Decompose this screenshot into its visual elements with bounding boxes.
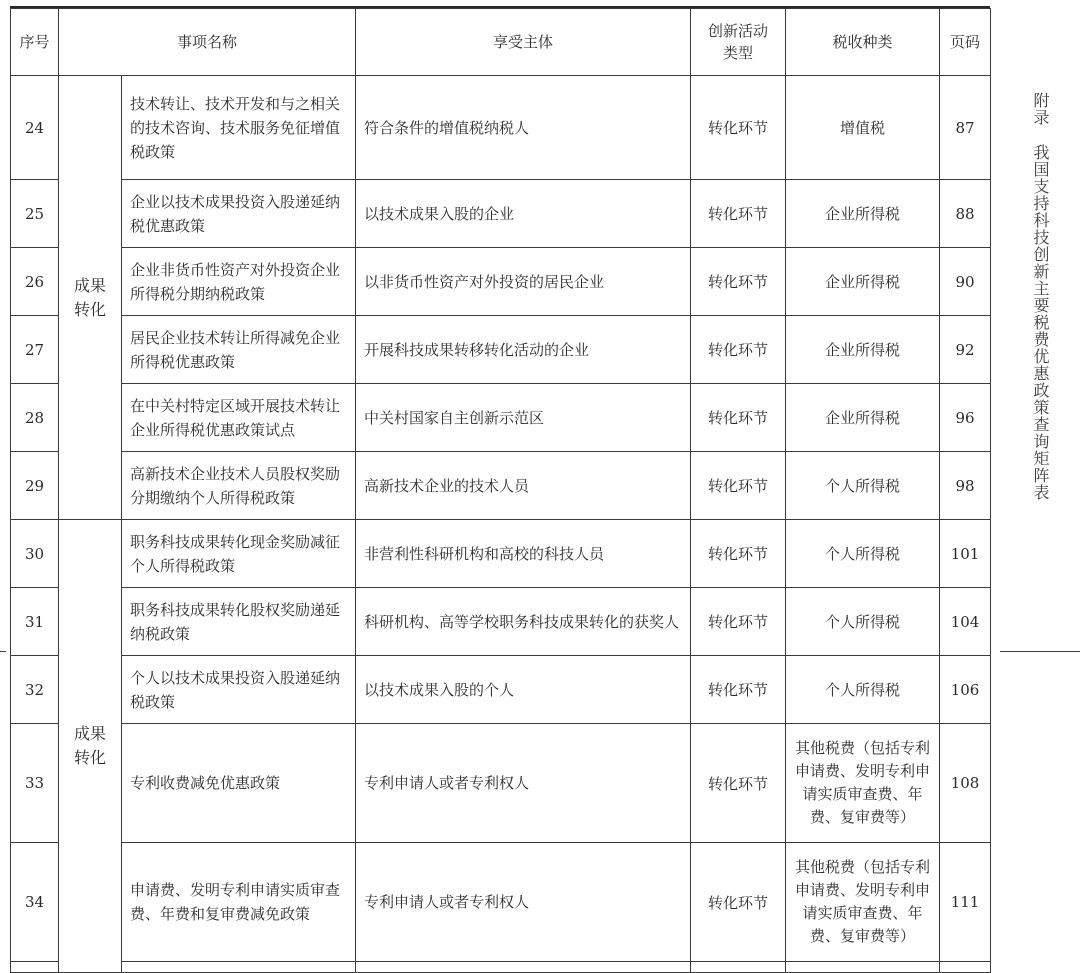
- margin-rule-left: [0, 651, 6, 652]
- row-subject: 高新技术企业的技术人员: [356, 452, 691, 520]
- row-name: 技术转让、技术开发和与之相关的技术咨询、技术服务免征增值税政策: [122, 76, 356, 180]
- row-name: 企业非货币性资产对外投资企业所得税分期纳税政策: [122, 248, 356, 316]
- appendix-title: 我国支持科技创新主要税费优惠政策查询矩阵表: [1031, 144, 1050, 501]
- group-category: 成果转化: [59, 520, 122, 973]
- row-subject: 专利申请人或者专利权人: [356, 724, 691, 843]
- row-tax: 其他税费（包括专利申请费、发明专利申请实质审查费、年费、复审费等）: [786, 724, 940, 843]
- table-row: [11, 588, 991, 656]
- table-row: [11, 316, 991, 384]
- row-tax: 个人所得税: [786, 656, 940, 724]
- row-tax: 企业所得税: [786, 384, 940, 452]
- row-tax: 其他税费（包括专利申请费、发明专利申请实质审查费、年费、复审费等）: [786, 843, 940, 962]
- table-row: [11, 452, 991, 520]
- row-page: 108: [940, 724, 991, 843]
- row-activity: 转化环节: [691, 843, 786, 962]
- table-row: [11, 384, 991, 452]
- row-page: 96: [940, 384, 991, 452]
- row-tax: 企业所得税: [786, 248, 940, 316]
- table-header-row: [11, 9, 991, 76]
- row-tax: 个人所得税: [786, 452, 940, 520]
- row-no: 34: [11, 843, 59, 962]
- row-tax: 企业所得税: [786, 180, 940, 248]
- row-tax: 企业所得税: [786, 316, 940, 384]
- row-activity: 转化环节: [691, 588, 786, 656]
- row-page: 92: [940, 316, 991, 384]
- row-name: 在中关村特定区域开展技术转让企业所得税优惠政策试点: [122, 384, 356, 452]
- row-subject: 专利申请人或者专利权人: [356, 843, 691, 962]
- row-activity: 转化环节: [691, 520, 786, 588]
- margin-rule-right: [1000, 651, 1080, 652]
- header-no: 序号: [11, 9, 59, 76]
- table-row: [11, 843, 991, 962]
- row-activity: 转化环节: [691, 180, 786, 248]
- header-name: 事项名称: [59, 9, 356, 76]
- header-tax: 税收种类: [786, 9, 940, 76]
- side-running-title: [1030, 92, 1050, 519]
- row-no: 27: [11, 316, 59, 384]
- row-name: 个人以技术成果投资入股递延纳税政策: [122, 656, 356, 724]
- header-page: 页码: [940, 9, 991, 76]
- row-name: 职务科技成果转化股权奖励递延纳税政策: [122, 588, 356, 656]
- group-category: 成果转化: [59, 76, 122, 520]
- row-page: 88: [940, 180, 991, 248]
- row-subject: 以技术成果入股的企业: [356, 180, 691, 248]
- row-page: 90: [940, 248, 991, 316]
- row-no: 32: [11, 656, 59, 724]
- row-activity: 转化环节: [691, 724, 786, 843]
- row-no: 24: [11, 76, 59, 180]
- row-activity: 转化环节: [691, 656, 786, 724]
- row-no: 26: [11, 248, 59, 316]
- row-no: 31: [11, 588, 59, 656]
- row-name: 申请费、发明专利申请实质审查费、年费和复审费减免政策: [122, 843, 356, 962]
- row-subject: 符合条件的增值税纳税人: [356, 76, 691, 180]
- row-no: 33: [11, 724, 59, 843]
- appendix-label: 附录: [1031, 92, 1050, 126]
- table-row-continuation: [11, 962, 991, 973]
- row-activity: 转化环节: [691, 248, 786, 316]
- row-subject: 以非货币性资产对外投资的居民企业: [356, 248, 691, 316]
- row-page: 101: [940, 520, 991, 588]
- row-activity: 转化环节: [691, 384, 786, 452]
- table-row: [11, 76, 991, 180]
- row-no: 29: [11, 452, 59, 520]
- row-name: 高新技术企业技术人员股权奖励分期缴纳个人所得税政策: [122, 452, 356, 520]
- row-tax: 增值税: [786, 76, 940, 180]
- row-page: 104: [940, 588, 991, 656]
- policy-table: [10, 8, 991, 973]
- table-row: [11, 248, 991, 316]
- row-no: 30: [11, 520, 59, 588]
- row-activity: 转化环节: [691, 316, 786, 384]
- row-activity: 转化环节: [691, 76, 786, 180]
- row-no: 28: [11, 384, 59, 452]
- row-name: 居民企业技术转让所得减免企业所得税优惠政策: [122, 316, 356, 384]
- row-page: 98: [940, 452, 991, 520]
- row-no: 25: [11, 180, 59, 248]
- row-name: 企业以技术成果投资入股递延纳税优惠政策: [122, 180, 356, 248]
- row-subject: 中关村国家自主创新示范区: [356, 384, 691, 452]
- table-row: [11, 724, 991, 843]
- header-activity: 创新活动类型: [691, 9, 786, 76]
- row-subject: 非营利性科研机构和高校的科技人员: [356, 520, 691, 588]
- row-name: 专利收费减免优惠政策: [122, 724, 356, 843]
- row-page: 106: [940, 656, 991, 724]
- table-row: [11, 656, 991, 724]
- row-tax: 个人所得税: [786, 520, 940, 588]
- table-row: [11, 520, 991, 588]
- header-subject: 享受主体: [356, 9, 691, 76]
- row-subject: 开展科技成果转移转化活动的企业: [356, 316, 691, 384]
- row-subject: 以技术成果入股的个人: [356, 656, 691, 724]
- row-activity: 转化环节: [691, 452, 786, 520]
- row-subject: 科研机构、高等学校职务科技成果转化的获奖人: [356, 588, 691, 656]
- row-page: 111: [940, 843, 991, 962]
- table-row: [11, 180, 991, 248]
- row-page: 87: [940, 76, 991, 180]
- row-tax: 个人所得税: [786, 588, 940, 656]
- row-name: 职务科技成果转化现金奖励减征个人所得税政策: [122, 520, 356, 588]
